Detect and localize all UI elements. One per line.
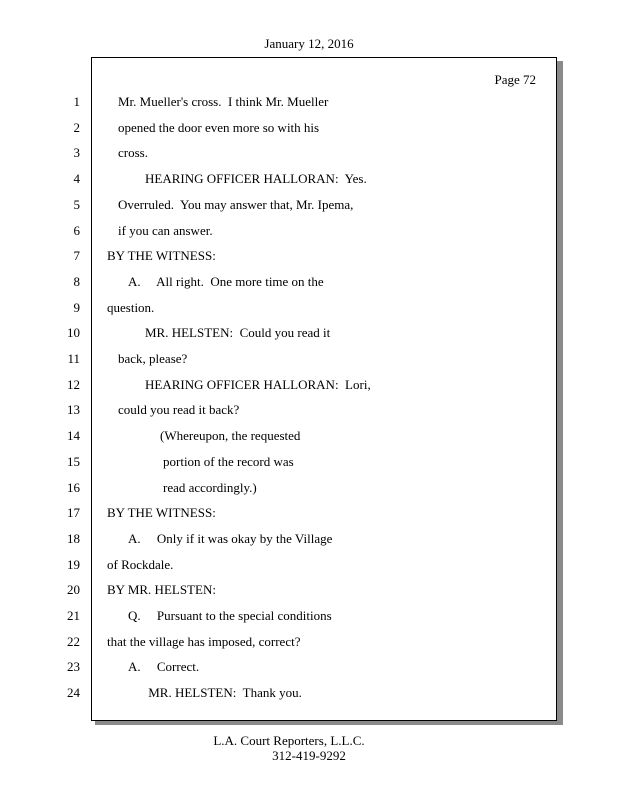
transcript-line [0, 606, 560, 626]
line-number: 14 [67, 428, 80, 444]
line-text: if you can answer. [118, 222, 213, 238]
line-text: BY THE WITNESS: [107, 248, 216, 264]
line-text: BY THE WITNESS: [107, 505, 216, 521]
transcript-line [0, 375, 560, 395]
transcript-line [0, 478, 560, 498]
transcript-line [0, 143, 560, 163]
line-text: A. All right. One more time on the [128, 273, 324, 289]
line-number: 6 [73, 222, 80, 238]
transcript-line [0, 118, 560, 138]
line-text: Overruled. You may answer that, Mr. Ipema, [118, 196, 354, 212]
transcript-line [0, 580, 560, 600]
line-text: question. [107, 299, 155, 315]
transcript-line [0, 92, 560, 112]
line-number: 19 [67, 556, 80, 572]
transcript-line [0, 169, 560, 189]
line-number: 18 [67, 530, 80, 546]
line-text: back, please? [118, 351, 188, 366]
line-number: 21 [67, 608, 80, 623]
transcript-line [0, 632, 560, 652]
line-text: MR. HELSTEN: Could you read it [145, 325, 331, 341]
transcript-line [0, 221, 560, 241]
transcript-line [0, 400, 560, 420]
transcript-line [0, 272, 560, 292]
line-text: opened the door even more so with his [118, 119, 320, 135]
line-number: 17 [67, 505, 80, 521]
line-number: 8 [73, 273, 80, 289]
transcript-line [0, 452, 560, 472]
line-text: that the village has imposed, correct? [107, 633, 301, 649]
transcript-line [0, 555, 560, 575]
line-text: HEARING OFFICER HALLORAN: Lori, [145, 376, 371, 392]
line-number: 9 [73, 299, 80, 315]
line-text: cross. [118, 145, 148, 161]
transcript-line [0, 683, 560, 703]
page-number: Page 72 [494, 72, 536, 87]
transcript-line [0, 246, 560, 266]
transcript-line [0, 529, 560, 549]
line-text: (Whereupon, the requested [160, 428, 301, 444]
line-number: 15 [67, 453, 80, 469]
transcript-line [0, 657, 560, 677]
line-text: HEARING OFFICER HALLORAN: Yes. [145, 171, 367, 187]
line-number: 12 [67, 376, 80, 392]
line-number: 1 [73, 94, 80, 109]
line-number: 20 [67, 582, 80, 598]
line-text: of Rockdale. [107, 556, 174, 572]
transcript-line [0, 349, 560, 369]
line-number: 24 [67, 685, 80, 701]
line-text: A. Correct. [128, 659, 200, 675]
transcript-line [0, 323, 560, 343]
line-number: 11 [67, 351, 80, 366]
line-text: BY MR. HELSTEN: [107, 582, 216, 598]
header-date: January 12, 2016 [264, 36, 354, 51]
line-number: 4 [73, 171, 80, 187]
line-number: 22 [67, 633, 80, 649]
line-text: Q. Pursuant to the special conditions [128, 608, 332, 623]
line-text: MR. HELSTEN: Thank you. [145, 685, 302, 701]
line-number: 13 [67, 402, 80, 418]
line-text: Mr. Mueller's cross. I think Mr. Mueller [118, 94, 329, 109]
line-number: 3 [73, 145, 80, 161]
line-text: portion of the record was [163, 453, 294, 469]
transcript-line [0, 195, 560, 215]
footer-phone: 312-419-9292 [272, 748, 346, 763]
line-number: 7 [73, 248, 80, 264]
transcript-line [0, 298, 560, 318]
line-number: 16 [67, 479, 80, 495]
line-number: 2 [73, 119, 80, 135]
line-text: read accordingly.) [163, 479, 257, 495]
line-text: A. Only if it was okay by the Village [128, 530, 333, 546]
transcript-line [0, 426, 560, 446]
transcript-line [0, 503, 560, 523]
line-text: could you read it back? [118, 402, 240, 418]
line-number: 5 [73, 196, 80, 212]
line-number: 10 [67, 325, 80, 341]
footer-company: L.A. Court Reporters, L.L.C. [213, 733, 365, 748]
line-number: 23 [67, 659, 80, 675]
